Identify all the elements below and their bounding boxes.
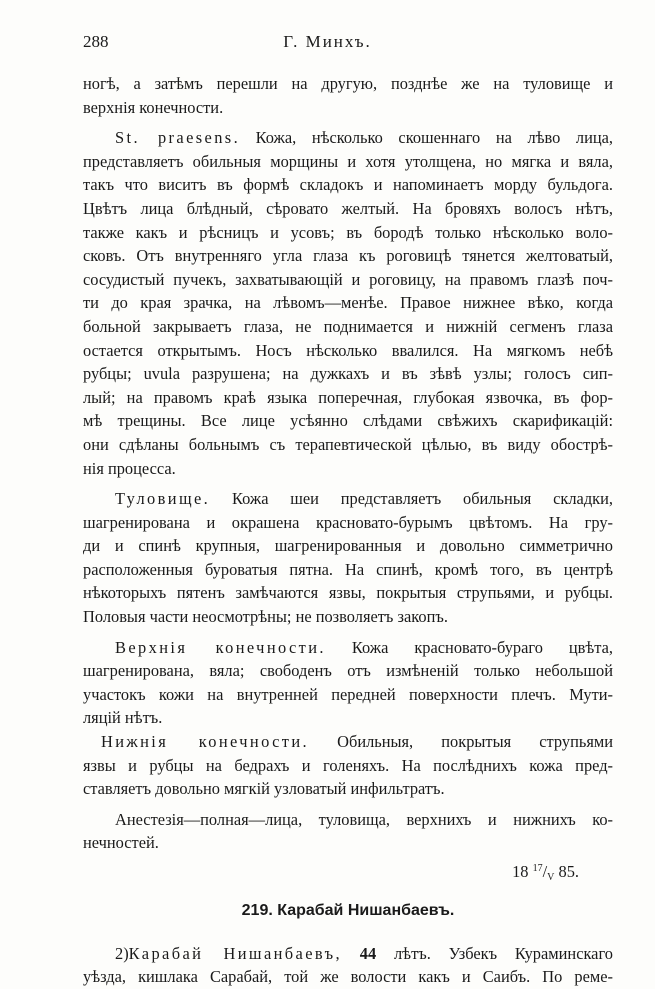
- text-fragment: Кожа, нѣсколько скошеннаго на лѣво лица,: [240, 128, 614, 148]
- date-day: 17: [532, 863, 543, 874]
- text-line: такъ что виситъ въ формѣ складокъ и напоминаетъ морду бульдога.: [83, 175, 613, 195]
- text-line: верхнія конечности.: [83, 97, 224, 117]
- paragraph-upper-limbs: [83, 636, 613, 660]
- text-line: рубцы; uvula разрушена; на дужкахъ и въ зѣвѣ узлы; голосъ сип-: [83, 364, 613, 384]
- text-line: уѣзда, кишлака Сарабай, той же волости какъ и Саибъ. По реме-: [83, 967, 613, 987]
- text-line: ди и спинѣ крупныя, шагренированныя и довольно симметрично: [83, 536, 613, 556]
- text-line: ляцій нѣтъ.: [83, 708, 163, 728]
- running-head: Г. Минхъ.: [283, 32, 372, 51]
- date-year-suffix: 85.: [558, 862, 579, 881]
- case-number: 2): [115, 943, 129, 963]
- case-intro-line: [83, 942, 613, 966]
- date-line: 18 $^{17}/_V$ 85.: [512, 862, 579, 883]
- text-line: сковъ. Отъ внутренняго угла глаза къ роговицѣ тянется желтоватый,: [83, 246, 613, 266]
- text-line: участокъ кожи на внутренней передней поверхности плечъ. Мути-: [83, 684, 613, 704]
- text-line: Цвѣтъ лица блѣдный, сѣровато желтый. На бровяхъ волосъ нѣтъ,: [83, 198, 613, 218]
- patient-age: 44: [359, 943, 377, 963]
- text-line: шагренирована и окрашена красновато-бурымъ цвѣтомъ. На гру-: [83, 512, 613, 532]
- paragraph-lower-limbs: [83, 730, 613, 754]
- patient-name: Карабай Нишанбаевъ,: [128, 943, 342, 963]
- text-line: ти до края зрачка, на лѣвомъ—менѣе. Правое нижнее вѣко, когда: [83, 293, 613, 313]
- text-line: остается открытымъ. Носъ нѣсколько ввалился. На мягкомъ небѣ: [83, 340, 613, 360]
- text-line: нечностей.: [83, 833, 159, 853]
- text-line: мѣ трещины. Все лице усѣянно слѣдами свѣжихъ скарификацій:: [83, 411, 613, 431]
- page-header: [0, 32, 655, 56]
- text-line: больной закрываетъ глаза, не поднимается и нижній сегменъ глаза: [83, 316, 613, 336]
- body-text: [83, 72, 613, 989]
- date-month: V: [547, 872, 555, 883]
- text-line: также какъ и рѣсницъ и усовъ; въ бородѣ только нѣсколько воло-: [83, 222, 613, 242]
- text-line: расположенныя буроватыя пятна. На спинѣ, кромѣ того, въ центрѣ: [83, 559, 613, 579]
- text-fragment: Кожа красновато-бураго цвѣта,: [325, 637, 613, 657]
- text-line: ставляетъ довольно мягкій узловатый инфильтратъ.: [83, 779, 445, 799]
- date-year-prefix: 18: [512, 862, 529, 881]
- text-line: Половыя части неосмотрѣны; не позволяетъ закопъ.: [83, 607, 448, 627]
- paragraph-trunk: [83, 487, 613, 511]
- term-trunk: Туловище.: [115, 489, 211, 509]
- text-line: лый; на правомъ краѣ языка поперечная, глубокая язвочка, въ фор-: [83, 387, 613, 407]
- text-line: шагренирована, вяла; свободенъ отъ измѣненій только небольшой: [83, 661, 613, 681]
- text-line: представляетъ обильныя морщины и хотя утолщена, но мягка и вяла,: [83, 151, 613, 171]
- term-status-praesens: St. praesens.: [115, 128, 241, 148]
- text-line: нѣкоторыхъ пятенъ замѣчаются язвы, покрытыя струпьями, и рубцы.: [83, 583, 613, 603]
- text-fragment: Кожа шеи представляетъ обильныя складки,: [210, 489, 613, 509]
- section-heading: 219. Карабай Нишанбаевъ.: [241, 901, 455, 919]
- text-line: они сдѣланы больнымъ съ терапевтической цѣлью, въ виду обострѣ-: [83, 434, 613, 454]
- text-fragment: Обильныя, покрытыя струпьями: [309, 732, 613, 752]
- paragraph-anesthesia: Анестезія—полная—лица, туловища, верхнихъ и нижнихъ ко-: [115, 809, 613, 829]
- text-line: язвы и рубцы на бедрахъ и голеняхъ. На послѣднихъ кожа пред-: [83, 755, 613, 775]
- page-number: 288: [83, 32, 109, 51]
- paragraph-status-praesens: [83, 126, 613, 150]
- text-fragment: лѣтъ. Узбекъ Кураминскаго: [394, 943, 613, 963]
- term-lower-limbs: Нижнія конечности.: [101, 732, 310, 752]
- text-line: сосудистый пучекъ, захватывающій и роговицу, на правомъ глазѣ поч-: [83, 269, 613, 289]
- text-line: ногѣ, а затѣмъ перешли на другую, позднѣе же на туловище и: [83, 74, 613, 93]
- text-line: нія процесса.: [83, 458, 176, 478]
- term-upper-limbs: Верхнія конечности.: [115, 637, 326, 657]
